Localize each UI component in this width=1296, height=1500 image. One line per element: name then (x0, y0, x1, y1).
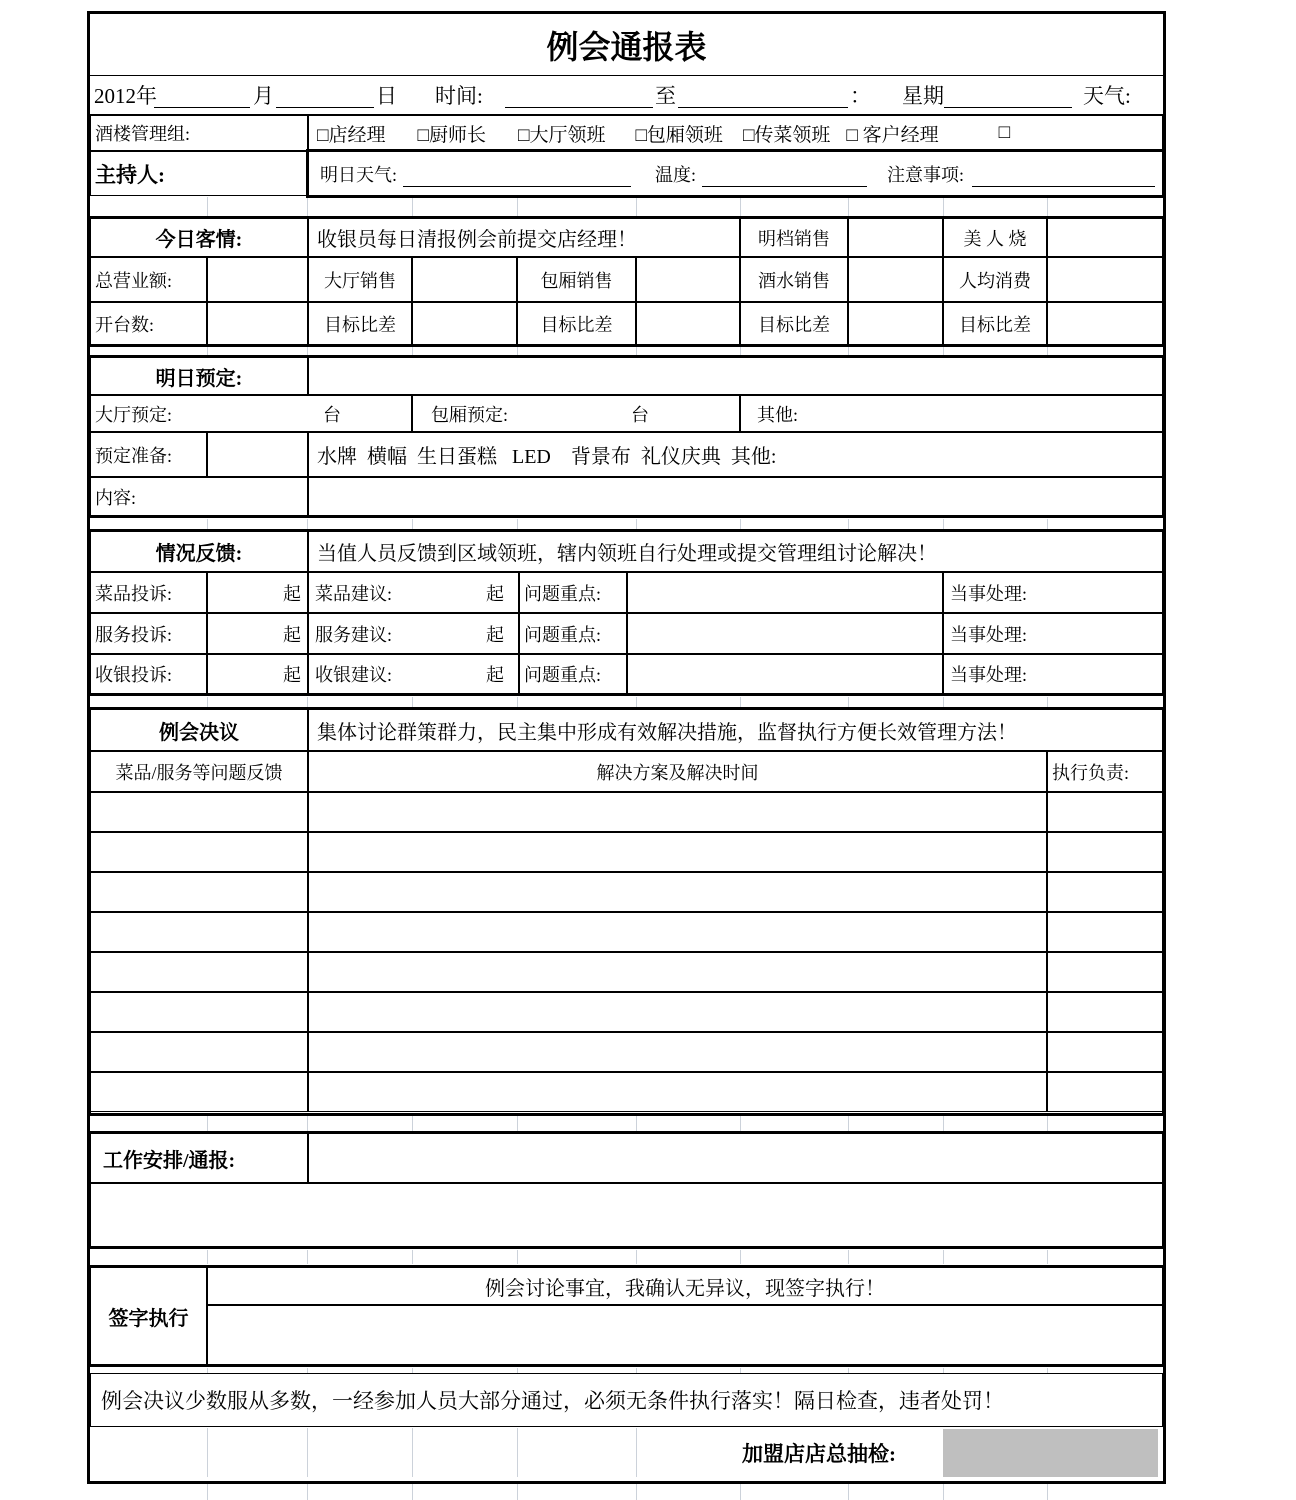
weather-label: 天气: (1083, 84, 1131, 108)
booking-content-label: 内容: (90, 477, 308, 516)
resolution-feedback-cell[interactable] (90, 832, 308, 872)
total-revenue-value-cell[interactable] (207, 257, 308, 302)
work-section-label: 工作安排/通报: (90, 1133, 308, 1183)
resolution-solution-cell[interactable] (308, 1072, 1047, 1112)
gridline (517, 519, 518, 529)
gridline (207, 519, 208, 529)
to-label: 至 (655, 84, 676, 108)
gridline (412, 1428, 413, 1477)
temperature-blank-line[interactable] (702, 184, 867, 187)
gridline (636, 1116, 637, 1131)
gridline (848, 519, 849, 529)
target-gap-label-1: 目标比差 (308, 302, 412, 345)
dish-complaint-label: 菜品投诉: (90, 572, 207, 613)
gridline (412, 197, 413, 217)
gridline (517, 697, 518, 707)
checkbox-runner-leader[interactable]: □传菜领班 (742, 124, 831, 146)
gridline (636, 197, 637, 217)
cashier-suggestion-unit: 起 (486, 665, 504, 685)
gridline (412, 347, 413, 356)
gridline (848, 347, 849, 356)
cashier-complaint-label: 收银投诉: (90, 654, 207, 694)
room-booking-label: 包厢预定: (431, 404, 509, 425)
booking-prepare-items: 水牌 横幅 生日蛋糕 LED 背景布 礼仪庆典 其他: (308, 432, 1163, 477)
per-capita-value-cell[interactable] (1047, 257, 1163, 302)
room-sales-value-cell[interactable] (636, 257, 740, 302)
gridline (636, 1428, 637, 1477)
gridline (1047, 347, 1048, 356)
gridline (636, 519, 637, 529)
gridline (943, 1116, 944, 1131)
inspection-input-cell[interactable] (943, 1429, 1158, 1477)
gridline (307, 1116, 308, 1131)
time-to-blank-line[interactable] (678, 107, 848, 108)
checkbox-extra[interactable]: □ (998, 122, 1011, 143)
gridline (307, 697, 308, 707)
total-revenue-label: 总营业额: (90, 257, 207, 302)
booking-content-cell[interactable] (308, 477, 1163, 516)
gridline (848, 197, 849, 217)
gridline (1047, 1116, 1048, 1131)
gridline (740, 697, 741, 707)
target-gap-label-3: 目标比差 (740, 302, 848, 345)
week-blank-line[interactable] (944, 107, 1072, 108)
gridline (517, 1250, 518, 1264)
cashier-focus-value-cell[interactable] (627, 654, 943, 694)
service-focus-label: 问题重点: (519, 613, 627, 654)
gridline (207, 1116, 208, 1131)
gridline (636, 697, 637, 707)
table-count-label: 开台数: (90, 302, 207, 345)
gridline (307, 1428, 308, 1477)
hall-booking-unit: 台 (323, 404, 341, 425)
gridline (412, 519, 413, 529)
service-complaint-unit: 起 (283, 624, 301, 645)
month-blank-line[interactable] (154, 107, 250, 108)
service-complaint-label: 服务投诉: (90, 613, 207, 654)
time-from-blank-line[interactable] (505, 107, 653, 108)
gridline (517, 1428, 518, 1477)
resolution-col-solution: 解决方案及解决时间 (308, 751, 1047, 792)
tomorrow-section-label: 明日预定: (90, 357, 308, 395)
gridline (307, 197, 308, 217)
gridline (412, 1484, 413, 1500)
dish-focus-label: 问题重点: (519, 572, 627, 613)
gridline (943, 197, 944, 217)
cashier-complaint-count-cell[interactable] (207, 654, 308, 694)
per-capita-label: 人均消费 (943, 257, 1047, 302)
gridline (848, 1250, 849, 1264)
cashier-complaint-unit: 起 (283, 665, 301, 685)
dish-complaint-unit: 起 (283, 583, 301, 604)
host-label: 主持人: (90, 151, 308, 196)
drink-sales-value-cell[interactable] (848, 257, 943, 302)
gridline (848, 697, 849, 707)
dish-suggestion-unit: 起 (486, 583, 504, 604)
gridline (517, 1484, 518, 1500)
checkbox-client-manager[interactable]: □ 客户经理 (846, 124, 939, 146)
resolution-owner-cell[interactable] (1047, 1032, 1163, 1072)
dish-handle-label[interactable]: 当事处理: (943, 572, 1163, 613)
target-gap-value-cell-3[interactable] (848, 302, 943, 345)
cashier-handle-label[interactable]: 当事处理: (943, 654, 1163, 694)
temperature-label: 温度: (655, 164, 697, 185)
resolution-solution-cell[interactable] (308, 1032, 1047, 1072)
gridline (1047, 519, 1048, 529)
time-label: 时间: (435, 84, 483, 108)
gridline (207, 347, 208, 356)
other-booking-cell[interactable] (740, 395, 1163, 432)
resolution-section-label: 例会决议 (90, 709, 308, 751)
checkbox-room-leader[interactable]: □包厢领班 (635, 124, 723, 146)
gridline (1047, 197, 1048, 217)
room-sales-label: 包厢销售 (517, 257, 636, 302)
resolution-feedback-cell[interactable] (90, 912, 308, 952)
resolution-solution-cell[interactable] (308, 952, 1047, 992)
today-section-note: 收银员每日清报例会前提交店经理！ (308, 218, 740, 257)
gridline (307, 347, 308, 356)
tomorrow-weather-blank-line[interactable] (403, 184, 631, 187)
service-suggestion-unit: 起 (486, 624, 504, 645)
feedback-section-note: 当值人员反馈到区域领班，辖内领班自行处理或提交管理组讨论解决！ (308, 531, 1163, 572)
target-gap-value-cell-1[interactable] (412, 302, 517, 345)
gridline (848, 1484, 849, 1500)
today-section-label: 今日客情: (90, 218, 308, 257)
service-focus-value-cell[interactable] (627, 613, 943, 654)
gridline (1047, 697, 1048, 707)
resolution-owner-cell[interactable] (1047, 952, 1163, 992)
gridline (943, 347, 944, 356)
gridline (636, 1484, 637, 1500)
resolution-solution-cell[interactable] (308, 912, 1047, 952)
open-sales-value-cell[interactable] (848, 218, 943, 257)
mgmt-checkbox-row (308, 115, 1163, 151)
gridline (848, 1116, 849, 1131)
resolution-feedback-cell[interactable] (90, 792, 308, 832)
resolution-feedback-cell[interactable] (90, 872, 308, 912)
day-label: 日 (376, 84, 397, 108)
booking-prepare-value-cell[interactable] (207, 432, 308, 477)
gridline (943, 697, 944, 707)
resolution-section-note: 集体讨论群策群力，民主集中形成有效解决措施，监督执行方便长效管理方法！ (308, 709, 1163, 751)
hall-sales-value-cell[interactable] (412, 257, 517, 302)
sign-section-label: 签字执行 (90, 1267, 207, 1365)
cashier-focus-label: 问题重点: (519, 654, 627, 694)
hall-booking-cell[interactable] (90, 395, 412, 432)
resolution-owner-cell[interactable] (1047, 832, 1163, 872)
checkbox-hall-leader[interactable]: □大厅领班 (517, 124, 606, 146)
cashier-suggestion-cell[interactable] (308, 654, 519, 694)
gridline (307, 519, 308, 529)
gridline (412, 1250, 413, 1264)
gridline (412, 697, 413, 707)
sign-statement: 例会讨论事宜，我确认无异议，现签字执行！ (207, 1267, 1163, 1305)
notes-label: 注意事项: (887, 164, 965, 185)
table-count-value-cell[interactable] (207, 302, 308, 345)
room-booking-unit: 台 (631, 404, 649, 425)
meirenshao-value-cell[interactable] (1047, 218, 1163, 257)
checkbox-head-chef[interactable]: □厨师长 (417, 124, 486, 146)
gridline (740, 1116, 741, 1131)
resolution-feedback-cell[interactable] (90, 952, 308, 992)
day-blank-line[interactable] (276, 107, 374, 108)
gridline (636, 347, 637, 356)
gridline (740, 197, 741, 217)
gridline (307, 1250, 308, 1264)
dish-focus-value-cell[interactable] (627, 572, 943, 613)
meirenshao-label: 美 人 烧 (943, 218, 1047, 257)
date-row (90, 76, 1163, 115)
resolution-feedback-cell[interactable] (90, 1032, 308, 1072)
hall-sales-label: 大厅销售 (308, 257, 412, 302)
work-arrangement-cell[interactable] (308, 1133, 1163, 1183)
gridline (207, 1428, 208, 1477)
gridline (740, 1250, 741, 1264)
gridline (207, 197, 208, 217)
inspection-label: 加盟店店总抽检: (742, 1441, 896, 1466)
resolution-col-feedback: 菜品/服务等问题反馈 (90, 751, 308, 792)
resolution-owner-cell[interactable] (1047, 872, 1163, 912)
gridline (207, 697, 208, 707)
dish-suggestion-label: 菜品建议: (315, 583, 393, 604)
room-booking-cell[interactable] (412, 395, 740, 432)
dish-suggestion-cell[interactable] (308, 572, 519, 613)
gridline (307, 1484, 308, 1500)
booking-prepare-label: 预定准备: (90, 432, 207, 477)
month-label: 月 (253, 84, 274, 108)
gridline (517, 347, 518, 356)
resolution-owner-cell[interactable] (1047, 1072, 1163, 1112)
tomorrow-summary-cell[interactable] (308, 357, 1163, 395)
resolution-solution-cell[interactable] (308, 992, 1047, 1032)
resolution-owner-cell[interactable] (1047, 992, 1163, 1032)
gridline (943, 1484, 944, 1500)
gridline (207, 1484, 208, 1500)
gridline (636, 1250, 637, 1264)
gridline (740, 347, 741, 356)
gridline (1047, 1250, 1048, 1264)
gridline (207, 1250, 208, 1264)
dish-complaint-count-cell[interactable] (207, 572, 308, 613)
target-gap-label-4: 目标比差 (943, 302, 1047, 345)
service-complaint-count-cell[interactable] (207, 613, 308, 654)
target-gap-value-cell-4[interactable] (1047, 302, 1163, 345)
week-label: 星期 (902, 84, 944, 108)
resolution-feedback-cell[interactable] (90, 992, 308, 1032)
service-suggestion-cell[interactable] (308, 613, 519, 654)
feedback-section-label: 情况反馈: (90, 531, 308, 572)
gridline (740, 519, 741, 529)
gridline (412, 1116, 413, 1131)
service-handle-label[interactable]: 当事处理: (943, 613, 1163, 654)
resolution-col-owner: 执行负责: (1047, 751, 1163, 792)
resolution-feedback-cell[interactable] (90, 1072, 308, 1112)
open-sales-label: 明档销售 (740, 218, 848, 257)
year-label: 2012年 (94, 84, 157, 108)
tomorrow-weather-label: 明日天气: (320, 164, 398, 185)
gridline (943, 519, 944, 529)
footer-rule-text: 例会决议少数服从多数，一经参加人员大部分通过，必须无条件执行落实！隔日检查，违者处罚！ (90, 1373, 1163, 1427)
form-title: 例会通报表 (90, 14, 1163, 76)
gridline (517, 1116, 518, 1131)
target-gap-label-2: 目标比差 (517, 302, 636, 345)
resolution-solution-cell[interactable] (308, 832, 1047, 872)
resolution-solution-cell[interactable] (308, 872, 1047, 912)
gridline (1047, 1484, 1048, 1500)
target-gap-value-cell-2[interactable] (636, 302, 740, 345)
work-arrangement-extra-cell[interactable] (90, 1183, 1163, 1247)
notes-blank-line[interactable] (972, 184, 1155, 187)
checkbox-store-manager[interactable]: □店经理 (317, 124, 386, 146)
host-weather-row (308, 151, 1163, 196)
resolution-solution-cell[interactable] (308, 792, 1047, 832)
gridline (740, 1484, 741, 1500)
cashier-suggestion-label: 收银建议: (315, 665, 393, 685)
resolution-owner-cell[interactable] (1047, 912, 1163, 952)
gridline (517, 197, 518, 217)
resolution-owner-cell[interactable] (1047, 792, 1163, 832)
gridline (943, 1250, 944, 1264)
drink-sales-label: 酒水销售 (740, 257, 848, 302)
service-suggestion-label: 服务建议: (315, 624, 393, 645)
mgmt-group-label: 酒楼管理组: (90, 115, 308, 151)
signature-cell[interactable] (207, 1305, 1163, 1365)
other-booking-label: 其他: (757, 404, 799, 425)
colon-label: ： (850, 84, 871, 108)
hall-booking-label: 大厅预定: (95, 404, 173, 425)
